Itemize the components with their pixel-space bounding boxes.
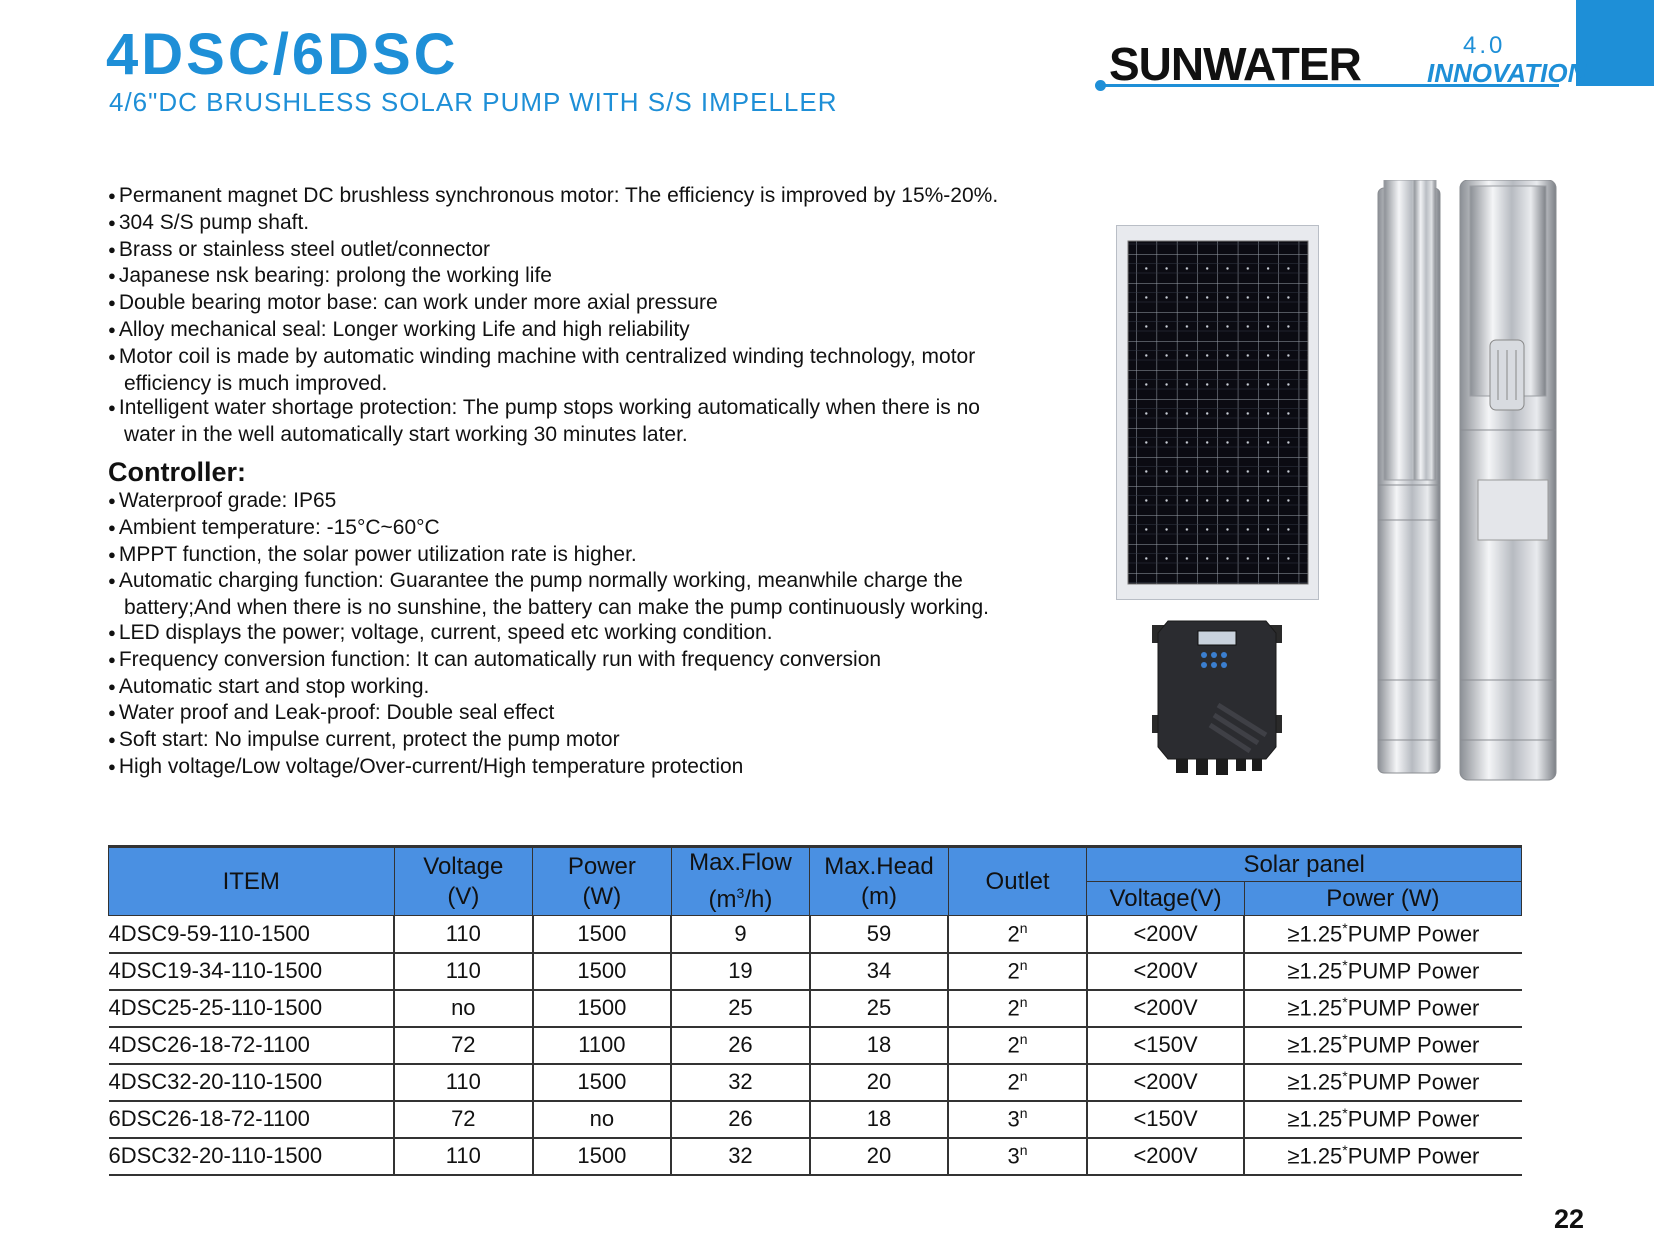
cell-outlet xyxy=(948,1027,1087,1064)
cell-solar-voltage: <200V xyxy=(1087,1064,1244,1101)
feature-item: ● 304 S/S pump shaft. xyxy=(108,211,1128,238)
cell-item: 4DSC19-34-110-1500 xyxy=(109,953,395,990)
solar-power-factor: ≥1.25 xyxy=(1287,1032,1343,1058)
table-row xyxy=(109,1064,1522,1101)
cell-power: no xyxy=(533,1101,672,1138)
outlet-size: 2 xyxy=(1007,1032,1020,1058)
sunwater-logo xyxy=(1095,32,1587,94)
outlet-size-sup: n xyxy=(1019,1142,1028,1159)
cell-solar-power xyxy=(1244,953,1521,990)
cell-outlet xyxy=(948,916,1087,953)
solar-power-label: PUMP Power xyxy=(1347,958,1480,984)
cell-solar-voltage: <150V xyxy=(1087,1027,1244,1064)
feature-item: ● Brass or stainless steel outlet/connector xyxy=(108,238,1128,265)
header-power-label: Power xyxy=(567,852,636,880)
solar-power-label: PUMP Power xyxy=(1347,1032,1480,1058)
cell-solar-power xyxy=(1244,1027,1521,1064)
cell-head: 18 xyxy=(810,1101,949,1138)
spec-table-body xyxy=(109,916,1522,1175)
outlet-size: 2 xyxy=(1007,958,1020,984)
solar-power-factor: ≥1.25 xyxy=(1287,1106,1343,1132)
cell-flow: 19 xyxy=(671,953,810,990)
cell-voltage: 110 xyxy=(394,1138,533,1175)
solar-power-mult: * xyxy=(1342,1031,1348,1048)
outlet-size-sup: n xyxy=(1019,1105,1028,1122)
solar-power-mult: * xyxy=(1342,1142,1348,1159)
cell-outlet xyxy=(948,990,1087,1027)
controller-feature-item: ● Soft start: No impulse current, protect the pump motor xyxy=(108,728,1128,755)
cell-solar-voltage: <200V xyxy=(1087,953,1244,990)
feature-item: ● Japanese nsk bearing: prolong the working life xyxy=(108,264,1128,291)
table-row xyxy=(109,1027,1522,1064)
table-row xyxy=(109,1101,1522,1138)
cell-item: 4DSC25-25-110-1500 xyxy=(109,990,395,1027)
cell-flow: 32 xyxy=(671,1064,810,1101)
cell-power: 1500 xyxy=(533,1138,672,1175)
header-voltage-unit: (V) xyxy=(447,882,480,910)
cell-power: 1500 xyxy=(533,990,672,1027)
cell-voltage: no xyxy=(394,990,533,1027)
solar-power-mult: * xyxy=(1342,994,1348,1011)
logo-version: 4.0 xyxy=(1463,32,1506,59)
solar-power-factor: ≥1.25 xyxy=(1287,1069,1343,1095)
header-flow-unit-post: /h) xyxy=(744,886,773,913)
cell-flow: 26 xyxy=(671,1027,810,1064)
cell-solar-power xyxy=(1244,990,1521,1027)
cell-voltage: 110 xyxy=(394,953,533,990)
cell-outlet xyxy=(948,953,1087,990)
cell-solar-voltage: <150V xyxy=(1087,1101,1244,1138)
controller-feature-item: ● Frequency conversion function: It can automatically run with frequency conversion xyxy=(108,648,1128,675)
controller-feature-item: ● Automatic start and stop working. xyxy=(108,675,1128,702)
cell-solar-power xyxy=(1244,1101,1521,1138)
col-header-solar-power: Power (W) xyxy=(1244,882,1521,916)
cell-voltage: 110 xyxy=(394,1064,533,1101)
cell-flow: 32 xyxy=(671,1138,810,1175)
controller-feature-item: ● Ambient temperature: -15°C~60°C xyxy=(108,516,1128,543)
col-header-item: ITEM xyxy=(109,847,395,916)
outlet-size: 3 xyxy=(1007,1106,1020,1132)
cell-head: 59 xyxy=(810,916,949,953)
outlet-size: 2 xyxy=(1007,995,1020,1021)
header-flow-label: Max.Flow xyxy=(689,849,792,876)
outlet-size-sup: n xyxy=(1019,1031,1028,1048)
cell-power: 1500 xyxy=(533,916,672,953)
col-header-outlet: Outlet xyxy=(948,847,1087,916)
solar-power-factor: ≥1.25 xyxy=(1287,995,1343,1021)
feature-item: ● Alloy mechanical seal: Longer working Life and high reliability xyxy=(108,318,1128,345)
outlet-size-sup: n xyxy=(1019,994,1028,1011)
cell-solar-voltage: <200V xyxy=(1087,916,1244,953)
outlet-size: 3 xyxy=(1007,1143,1020,1169)
outlet-size-sup: n xyxy=(1019,920,1028,937)
col-header-solar-panel: Solar panel xyxy=(1087,847,1522,882)
cell-outlet xyxy=(948,1138,1087,1175)
feature-item: ● Intelligent water shortage protection: The pump stops working automatically when there is no water in the well automatically start working 30 minutes later. xyxy=(108,396,1024,448)
cell-flow: 26 xyxy=(671,1101,810,1138)
header-flow-unit-sup: 3 xyxy=(736,885,745,901)
pump-units-image xyxy=(1374,180,1564,782)
header-flow-unit: (m xyxy=(708,886,737,913)
logo-tagline: INNOVATION xyxy=(1427,58,1587,88)
controller-feature-item: ● LED displays the power; voltage, current, speed etc working condition. xyxy=(108,621,1128,648)
controller-device-image xyxy=(1148,615,1286,780)
controller-feature-item: ● Automatic charging function: Guarantee the pump normally working, meanwhile charge the battery;And when there is no sunshine, the battery can make the pump continuously working. xyxy=(108,569,1024,621)
spec-table xyxy=(108,845,1522,1176)
solar-power-mult: * xyxy=(1342,1105,1348,1122)
col-header-solar-voltage: Voltage(V) xyxy=(1087,882,1244,916)
cell-head: 18 xyxy=(810,1027,949,1064)
cell-flow: 25 xyxy=(671,990,810,1027)
table-row xyxy=(109,953,1522,990)
page-title: 4DSC/6DSC xyxy=(106,22,459,87)
table-row xyxy=(109,990,1522,1027)
outlet-size: 2 xyxy=(1007,921,1020,947)
controller-heading: Controller: xyxy=(108,457,246,487)
col-header-head xyxy=(810,847,949,916)
pump-feature-list xyxy=(108,184,1128,448)
feature-item: ● Permanent magnet DC brushless synchronous motor: The efficiency is improved by 15%-20%. xyxy=(108,184,1128,211)
controller-feature-item: ● Waterproof grade: IP65 xyxy=(108,489,1128,516)
outlet-size-sup: n xyxy=(1019,1068,1028,1085)
controller-feature-item: ● Water proof and Leak-proof: Double seal effect xyxy=(108,701,1128,728)
solar-power-label: PUMP Power xyxy=(1347,921,1480,947)
cell-solar-power xyxy=(1244,916,1521,953)
solar-power-label: PUMP Power xyxy=(1347,1069,1480,1095)
cell-item: 6DSC26-18-72-1100 xyxy=(109,1101,395,1138)
solar-power-label: PUMP Power xyxy=(1347,1106,1480,1132)
cell-head: 20 xyxy=(810,1064,949,1101)
cell-outlet xyxy=(948,1064,1087,1101)
solar-power-mult: * xyxy=(1342,957,1348,974)
page-number: 22 xyxy=(1553,1204,1584,1234)
col-header-voltage xyxy=(394,847,533,916)
solar-power-factor: ≥1.25 xyxy=(1287,958,1343,984)
cell-solar-power xyxy=(1244,1064,1521,1101)
cell-item: 4DSC9-59-110-1500 xyxy=(109,916,395,953)
controller-feature-item: ● MPPT function, the solar power utilization rate is higher. xyxy=(108,543,1128,570)
controller-feature-item: ● High voltage/Low voltage/Over-current/High temperature protection xyxy=(108,755,1128,782)
cell-item: 6DSC32-20-110-1500 xyxy=(109,1138,395,1175)
table-row xyxy=(109,1138,1522,1175)
cell-item: 4DSC32-20-110-1500 xyxy=(109,1064,395,1101)
cell-voltage: 110 xyxy=(394,916,533,953)
header-head-label: Max.Head xyxy=(824,852,934,880)
col-header-power xyxy=(533,847,672,916)
cell-solar-voltage: <200V xyxy=(1087,990,1244,1027)
cell-solar-power xyxy=(1244,1138,1521,1175)
cell-solar-voltage: <200V xyxy=(1087,1138,1244,1175)
solar-power-factor: ≥1.25 xyxy=(1287,1143,1343,1169)
col-header-flow xyxy=(671,847,810,916)
controller-feature-list xyxy=(108,489,1128,782)
cell-item: 4DSC26-18-72-1100 xyxy=(109,1027,395,1064)
solar-power-factor: ≥1.25 xyxy=(1287,921,1343,947)
page-subtitle: 4/6"DC BRUSHLESS SOLAR PUMP WITH S/S IMPELLER xyxy=(109,87,838,117)
cell-voltage: 72 xyxy=(394,1101,533,1138)
solar-power-label: PUMP Power xyxy=(1347,995,1480,1021)
feature-item: ● Motor coil is made by automatic winding machine with centralized winding technology, motor efficiency is much improved. xyxy=(108,345,1064,397)
solar-power-label: PUMP Power xyxy=(1347,1143,1480,1169)
cell-outlet xyxy=(948,1101,1087,1138)
cell-head: 34 xyxy=(810,953,949,990)
header-voltage-label: Voltage xyxy=(423,852,504,880)
header-head-unit: (m) xyxy=(861,882,897,910)
cell-flow: 9 xyxy=(671,916,810,953)
cell-power: 1500 xyxy=(533,953,672,990)
logo-wordmark: SUNWATER xyxy=(1109,38,1361,90)
cell-power: 1500 xyxy=(533,1064,672,1101)
solar-power-mult: * xyxy=(1342,920,1348,937)
feature-item: ● Double bearing motor base: can work under more axial pressure xyxy=(108,291,1128,318)
table-row xyxy=(109,916,1522,953)
cell-voltage: 72 xyxy=(394,1027,533,1064)
cell-head: 20 xyxy=(810,1138,949,1175)
solar-power-mult: * xyxy=(1342,1068,1348,1085)
cell-power: 1100 xyxy=(533,1027,672,1064)
corner-accent-block xyxy=(1576,0,1654,86)
cell-head: 25 xyxy=(810,990,949,1027)
outlet-size: 2 xyxy=(1007,1069,1020,1095)
header-power-unit: (W) xyxy=(582,882,622,910)
solar-panel-image xyxy=(1116,225,1319,600)
outlet-size-sup: n xyxy=(1019,957,1028,974)
